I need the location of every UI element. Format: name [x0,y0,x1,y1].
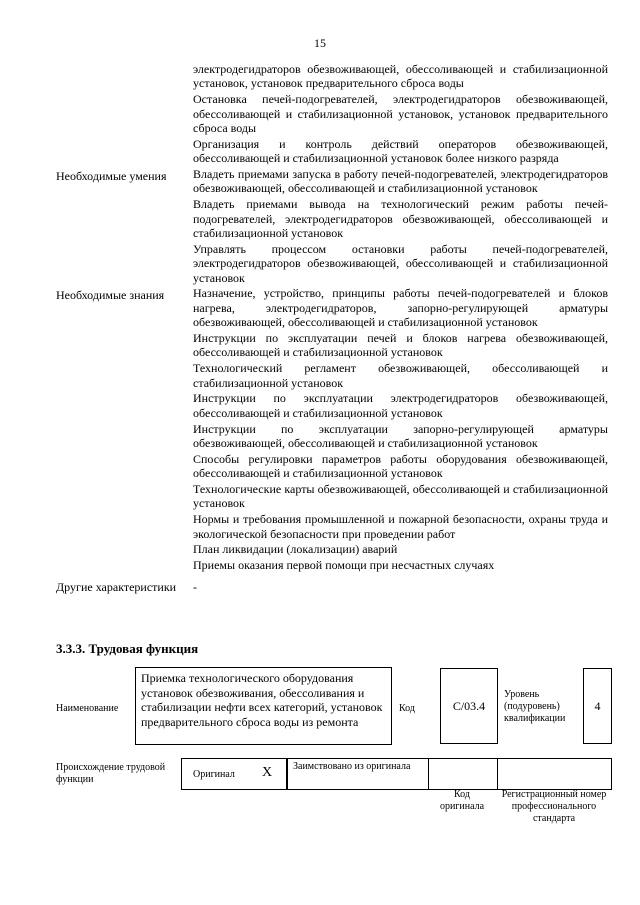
row-label [56,62,193,167]
list-item: Организация и контроль действий операторов обезвоживающей, обессоливающей и стабилизационной установок более низкого разряда [193,136,608,166]
list-item: Нормы и требования промышленной и пожарной безопасности, охраны труда и экологической безопасности при проведении работ [193,512,608,541]
table-row [56,286,608,574]
code-original-label: Код оригинала [439,789,485,812]
level-label: Уровень (подуровень) квалификации [504,689,566,724]
row-content [193,286,608,574]
list-item: Владеть приемами запуска в работу печей-подогревателей, электродегидраторов обезвоживающей, обессоливающей и стабилизационной установок [193,167,608,196]
list-item: Назначение, устройство, принципы работы печей-подогревателей и блоков нагрева, электродегидраторов, запорно-регулирующей арматуры обезвоживающей, обессоливающей и стабилизационной установок [193,286,608,330]
reg-number-box [497,758,612,790]
list-item: План ликвидации (локализации) аварий [193,542,398,557]
page-number: 15 [314,36,326,50]
table-row [56,574,608,596]
original-mark: X [262,765,273,780]
reg-number-label: Регистрационный номер профессионального стандарта [501,789,607,824]
row-label-knowledge: Необходимые знания [56,288,165,303]
row-content [193,62,608,167]
code-value-box [440,668,498,744]
original-label: Оригинал [193,769,235,780]
level-value-box [583,668,612,744]
list-item: Технологический регламент обезвоживающей, обессоливающей и стабилизационной установок [193,361,608,390]
section-heading: 3.3.3. Трудовая функция [56,641,199,656]
list-item: Приемы оказания первой помощи при несчастных случаях [193,558,495,573]
level-value: 4 [594,699,601,713]
name-value-box [135,667,392,745]
name-value: Приемка технологического оборудования установок обезвоживания, обессоливания и стабилизации нефти всех категорий, установок предварительного сброса воды из ремонта [141,671,383,729]
list-item: Владеть приемами вывода на технологический режим работы печей-подогревателей, электродегидраторов обезвоживающей, обессоливающей и стабилизационной установок [193,197,608,241]
list-item: электродегидраторов обезвоживающей, обессоливающей и стабилизационной установок, установок предварительного сброса воды [193,62,608,91]
borrowed-label: Заимствовано из оригинала [293,761,411,772]
code-original-box [428,758,498,790]
row-content [193,167,608,286]
list-item: Инструкции по эксплуатации электродегидраторов обезвоживающей, обессоливающей и стабилизационной установок [193,391,608,420]
list-item: Остановка печей-подогревателей, электродегидраторов обезвоживающей, обессоливающей и стабилизационной установок, установок предварительного сброса воды [193,92,608,136]
code-label: Код [399,703,415,714]
list-item: Технологические карты обезвоживающей, обессоливающей и стабилизационной установок [193,482,608,511]
requirements-table [56,62,608,596]
row-content [193,574,608,596]
row-label-other: Другие характеристики [56,580,177,595]
list-item: Способы регулировки параметров работы оборудования обезвоживающей, обессоливающей и стабилизационной установок [193,451,608,481]
borrowed-box [287,758,429,790]
table-row [56,167,608,286]
code-value: C/03.4 [452,699,486,713]
list-item: - [193,580,197,595]
name-label: Наименование [56,703,119,714]
list-item: Инструкции по эксплуатации запорно-регулирующей арматуры обезвоживающей, обессоливающей и стабилизационной установок [193,421,608,451]
table-row [56,62,608,167]
origin-label: Происхождение трудовой функции [56,762,166,785]
row-label-skills: Необходимые умения [56,169,167,184]
list-item: Инструкции по эксплуатации печей и блоков нагрева обезвоживающей, обессоливающей и стабилизационной установок [193,331,608,360]
list-item: Управлять процессом остановки работы печей-подогревателей, электродегидраторов обезвоживающей, обессоливающей и стабилизационной установок [193,241,608,285]
